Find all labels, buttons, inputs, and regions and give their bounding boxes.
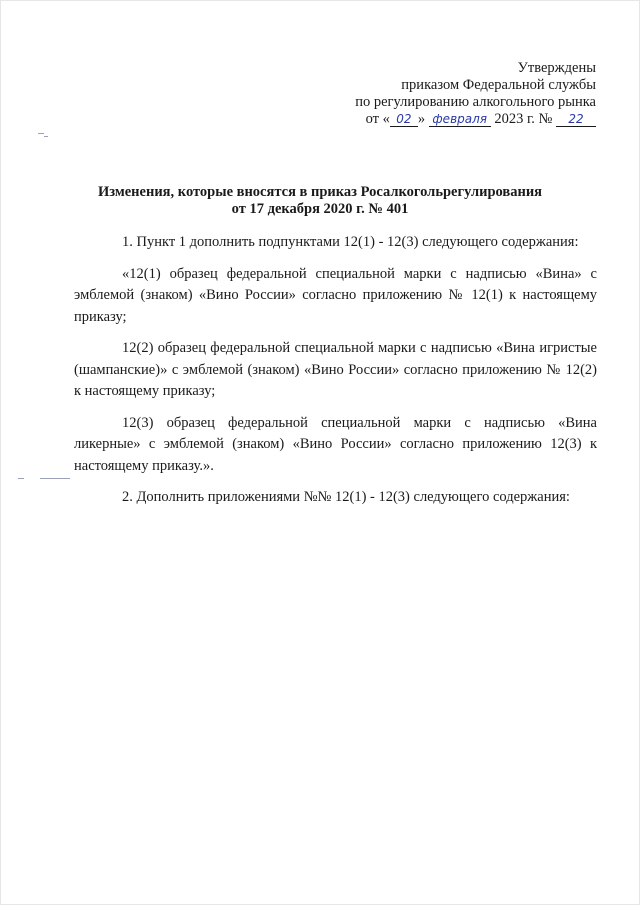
- scan-artifact: [44, 136, 48, 137]
- date-prefix: от «: [365, 111, 390, 127]
- approval-block: [296, 60, 596, 128]
- handwritten-number: 22: [556, 113, 596, 127]
- title-line-2: от 17 декабря 2020 г. № 401: [231, 201, 409, 217]
- document-body: [74, 232, 597, 519]
- approval-line-2: приказом Федеральной службы: [401, 77, 596, 93]
- approval-line-3: по регулированию алкогольного рынка: [355, 94, 596, 110]
- scan-artifact: [18, 478, 24, 479]
- document-title: [60, 184, 580, 218]
- year-text: 2023 г. №: [494, 111, 553, 127]
- title-line-1: Изменения, которые вносятся в приказ Росалкогольрегулирования: [97, 184, 543, 200]
- scan-artifact: [38, 133, 44, 134]
- paragraph-1: 1. Пункт 1 дополнить подпунктами 12(1) - 12(3) следующего содержания:: [122, 234, 579, 250]
- paragraph-2: «12(1) образец федеральной специальной марки с надписью «Вина» с эмблемой (знаком) «Вино России» согласно приложению № 12(1) к настоящему приказу;: [74, 265, 597, 325]
- paragraph-4: 12(3) образец федеральной специальной марки с надписью «Вина ликерные» с эмблемой (знаком) «Вино России» согласно приложению 12(3) к настоящему приказу.».: [74, 414, 597, 474]
- handwritten-month: февраля: [429, 113, 491, 127]
- scan-artifact: [40, 478, 70, 479]
- approval-date-line: [296, 111, 596, 128]
- paragraph-5: 2. Дополнить приложениями №№ 12(1) - 12(3) следующего содержания:: [122, 489, 570, 505]
- quote-close: »: [417, 111, 426, 127]
- paragraph-3: 12(2) образец федеральной специальной марки с надписью «Вина игристые (шампанские)» с эмблемой (знаком) «Вино России» согласно приложению № 12(2) к настоящему приказу;: [74, 340, 597, 399]
- handwritten-day: 02: [390, 113, 418, 127]
- approval-line-1: Утверждены: [517, 60, 596, 76]
